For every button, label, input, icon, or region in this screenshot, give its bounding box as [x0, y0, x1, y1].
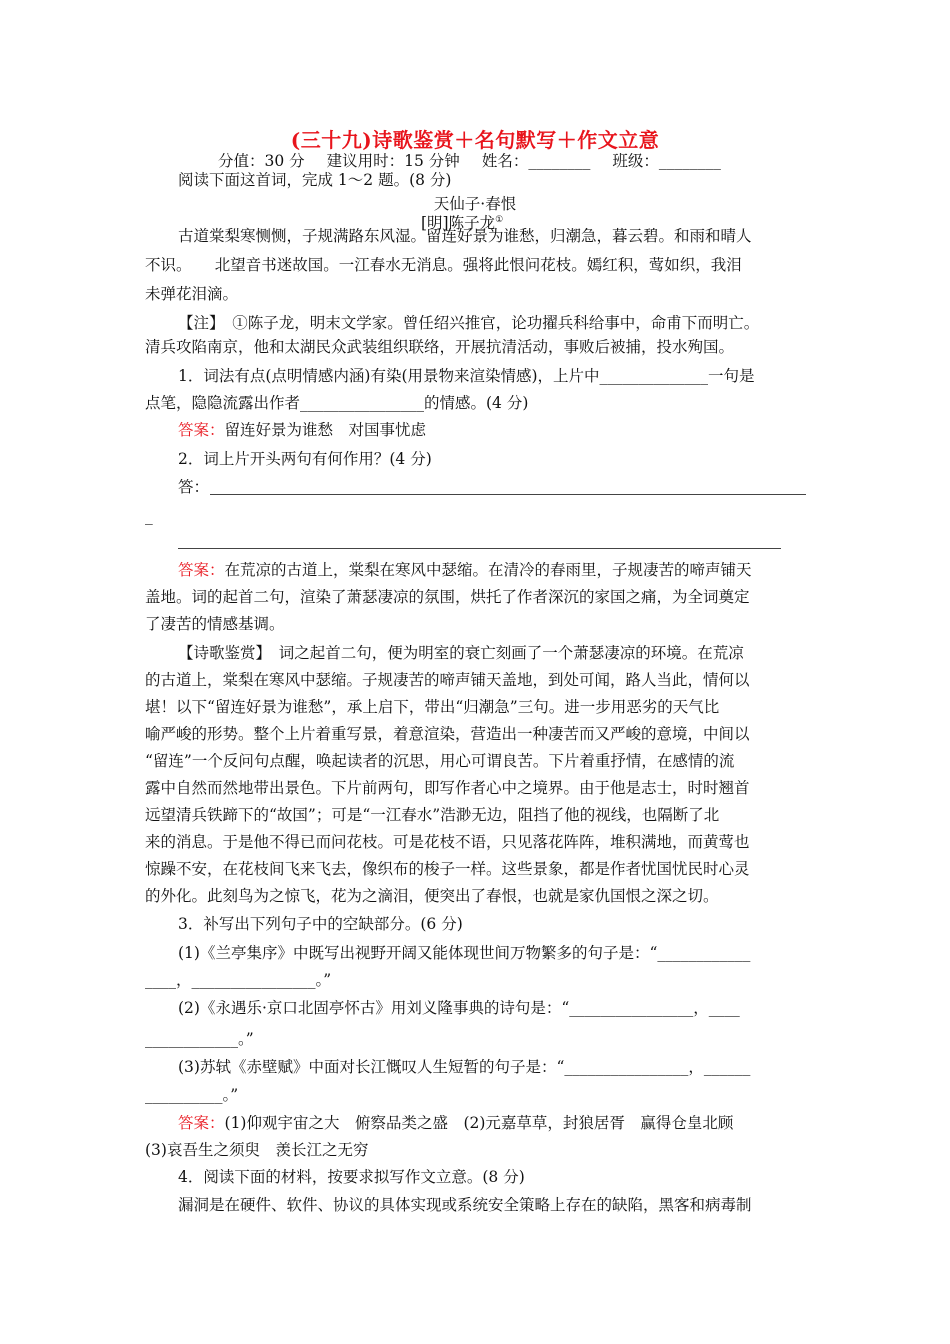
- question-3-item: (2)《永遇乐·京口北固亭怀古》用刘义隆事典的诗句是：“________________，____: [178, 999, 740, 1017]
- appreciation-line: 来的消息。于是他不得已而问花枝。可是花枝不语，只见落花阵阵，堆积满地，而黄莺也: [145, 833, 750, 851]
- name-field: 姓名：________: [481, 152, 591, 170]
- question-1-line: 点笔，隐隐流露出作者________________的情感。(4 分): [145, 394, 529, 412]
- answer-2-line: 了凄苦的情感基调。: [145, 615, 285, 633]
- question-3-item: (3)苏轼《赤壁赋》中面对长江慨叹人生短暂的句子是：“________________，______: [178, 1058, 751, 1076]
- question-3-item: ____，________________。”: [145, 971, 332, 989]
- class-field: 班级：________: [612, 152, 721, 170]
- answer-label: 答案：: [178, 1114, 225, 1132]
- appreciation-line: 【诗歌鉴赏】 词之起首二句，便为明室的衰亡刻画了一个萧瑟凄凉的环境。在荒凉: [178, 644, 744, 662]
- question-4: 4．阅读下面的材料，按要求拟写作文立意。(8 分): [178, 1168, 525, 1186]
- appreciation-line: 喻严峻的形势。整个上片着重写景，着意渲染，营造出一种凄苦而又严峻的意境，中间以: [145, 725, 750, 743]
- score-info: 分值：30 分: [218, 152, 305, 170]
- time-info: 建议用时：15 分钟: [326, 152, 460, 170]
- answer-dash: _: [145, 507, 153, 525]
- poem-line: 未弹花泪滴。: [145, 285, 239, 303]
- appreciation-line: 的外化。此刻鸟为之惊飞，花为之滴泪，便突出了春恨，也就是家仇国恨之深之切。: [145, 887, 719, 905]
- answer-2-line: [178, 560, 752, 580]
- appreciation-line: 堪！以下“留连好景为谁愁”，承上启下，带出“归潮急”三句。进一步用恶劣的天气比: [145, 698, 720, 716]
- answer-prompt: 答：: [178, 478, 210, 496]
- appreciation-line: “留连”一个反问句点醒，唤起读者的沉思，用心可谓良苦。下片着重抒情，在感情的流: [145, 752, 735, 770]
- answer-label: 答案：: [178, 421, 225, 439]
- page-title: (三十九)诗歌鉴赏＋名句默写＋作文立意: [290, 128, 660, 152]
- answer-1: [178, 420, 426, 440]
- answer-3-line: (3)哀吾生之须臾 羡长江之无穷: [145, 1141, 369, 1159]
- note-line: 清兵攻陷南京，他和太湖民众武装组织联络，开展抗清活动，事败后被捕，投水殉国。: [145, 338, 735, 356]
- note-marker: ①: [495, 215, 504, 225]
- material-text: 漏洞是在硬件、软件、协议的具体实现或系统安全策略上存在的缺陷，黑客和病毒制: [178, 1196, 752, 1214]
- note-line: 【注】 ①陈子龙，明末文学家。曾任绍兴推官，论功擢兵科给事中，命甫下而明亡。: [178, 314, 760, 332]
- poem-line: 不识。 北望音书迷故国。一江春水无消息。强将此恨问花枝。嫣红积，莺如织，我泪: [145, 256, 742, 274]
- appreciation-line: 露中自然而然地带出景色。下片前两句，即写作者心中之境界。由于他是志士，时时翘首: [145, 779, 750, 797]
- appreciation-line: 远望清兵铁蹄下的“故国”；可是“一江春水”浩渺无边，阻挡了他的视线，也隔断了北: [145, 806, 720, 824]
- question-3-item: (1)《兰亭集序》中既写出视野开阔又能体现世间万物繁多的句子是：“____________: [178, 944, 751, 962]
- answer-blank-line[interactable]: [178, 548, 781, 549]
- answer-3-line: [178, 1113, 733, 1133]
- intro-text: 阅读下面这首词，完成 1～2 题。(8 分): [178, 171, 452, 189]
- question-1-line: 1．词法有点(点明情感内涵)有染(用景物来渲染情感)，上片中______________一句是: [178, 367, 755, 385]
- answer-label: 答案：: [178, 561, 225, 579]
- question-2: 2．词上片开头两句有何作用？(4 分): [178, 450, 432, 468]
- answer-1-text: 留连好景为谁愁 对国事忧虑: [224, 421, 427, 439]
- question-3-item: __________。”: [145, 1086, 239, 1104]
- answer-blank-line[interactable]: [210, 494, 806, 495]
- poem-line: 古道棠梨寒恻恻，子规满路东风湿。留连好景为谁愁，归潮急，暮云碧。和雨和晴人: [178, 227, 752, 245]
- answer-2-line: 盖地。词的起首二句，渲染了萧瑟凄凉的氛围，烘托了作者深沉的家国之痛，为全词奠定: [145, 588, 750, 606]
- poem-title: 天仙子·春恨: [433, 195, 517, 213]
- appreciation-line: 的古道上，棠梨在寒风中瑟缩。子规凄苦的啼声铺天盖地，到处可闻，路人当此，情何以: [145, 671, 750, 689]
- question-3-item: ____________。”: [145, 1030, 254, 1048]
- question-3: 3．补写出下列句子中的空缺部分。(6 分): [178, 915, 463, 933]
- appreciation-line: 惊躁不安，在花枝间飞来飞去，像织布的梭子一样。这些景象，都是作者忧国忧民时心灵: [145, 860, 750, 878]
- answer-2-text: 在荒凉的古道上，棠梨在寒风中瑟缩。在清冷的春雨里，子规凄苦的啼声铺天: [224, 561, 752, 579]
- meta-line: [218, 151, 743, 171]
- answer-3-text: (1)仰观宇宙之大 俯察品类之盛 (2)元嘉草草，封狼居胥 赢得仓皇北顾: [224, 1114, 734, 1132]
- poem-author-name: [明]陈子龙: [421, 214, 496, 233]
